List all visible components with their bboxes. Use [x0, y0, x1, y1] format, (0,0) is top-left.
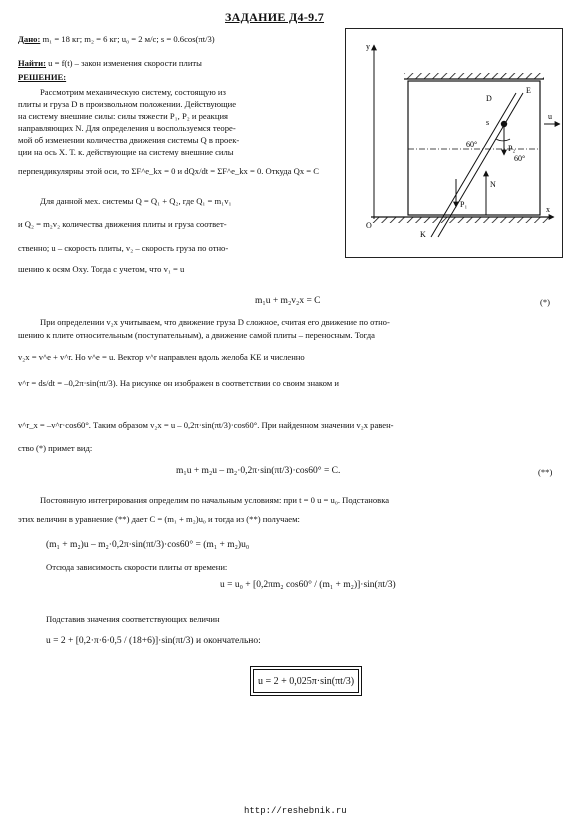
angle-label-2: 60° — [514, 154, 526, 163]
label-d: D — [486, 94, 492, 103]
x-axis-label: x — [546, 205, 550, 214]
find-text: u = f(t) – закон изменения скорости плиты — [48, 58, 202, 68]
equation-3: (m₁ + m₂)u – m₂·0,2π·sin(πt/3)·cos60° = (m₁ + m₂)u₀ — [46, 540, 250, 550]
equation-2-number: (**) — [538, 467, 553, 477]
angle-label-1: 60° — [466, 140, 478, 149]
top-hatch — [404, 73, 544, 79]
p2-line: шению к осям Oxy. Тогда с учетом, что v₁ = u — [18, 264, 185, 274]
p3-line: При определении v₂x учитываем, что движение груза D сложное, считая его движение по отно- — [40, 317, 390, 327]
find-label: Найти: — [18, 58, 46, 68]
equation-4: u = u₀ + [0,2πm₂ cos60° / (m₁ + m₂)]·sin(πt/3) — [220, 580, 396, 590]
answer-text: u = 2 + 0,025π·sin(πt/3) — [253, 669, 359, 693]
p3-line: ство (*) примет вид: — [18, 443, 93, 453]
p1-line: на систему внешние силы: силы тяжести P₁, P₂ и реакция — [18, 111, 228, 121]
p3-line: v^r = ds/dt = –0,2π·sin(πt/3). На рисунке он изображен в соответствии со своим знаком и — [18, 378, 339, 388]
label-n: N — [490, 180, 496, 189]
speed-line: Отсюда зависимость скорости плиты от времени: — [46, 562, 228, 572]
p1-line: перпендикулярны этой оси, то ΣF^e_kx = 0 и dQx/dt = ΣF^e_kx = 0. Откуда Qx = C — [18, 166, 320, 176]
p4-line: Постоянную интегрирования определим по начальным условиям: при t = 0 u = u₀. Подстановка — [40, 495, 390, 505]
equation-1: m₁u + m₂v₂x = C — [255, 296, 321, 306]
mechanism-figure — [345, 28, 563, 258]
subst-line: Подставив значения соответствующих величин — [46, 614, 220, 624]
equation-1-number: (*) — [540, 297, 551, 307]
given-line — [18, 34, 215, 45]
p2-line: и Q₂ = m₂v₂ количества движения плиты и груза соответ- — [18, 219, 227, 229]
origin-label: O — [366, 221, 372, 230]
label-p2: P₂ — [508, 144, 516, 153]
p1-line: плиты и груза D в произвольном положении. Действующие — [18, 99, 237, 109]
p4-line: этих величин в уравнение (**) дает C = (m₁ + m₂)u₀ и тогда из (**) получаем: — [18, 514, 300, 524]
label-u: u — [548, 112, 552, 121]
given-text: m₁ = 18 кг; m₂ = 6 кг; u₀ = 2 м/с; s = 0.6cos(πt/3) — [42, 34, 215, 44]
p1-line: мой об изменении количества движения системы Q в проек- — [18, 135, 240, 145]
p1-line: ции на ось X. Т. к. действующие на систему внешние силы — [18, 147, 234, 157]
solution-label: РЕШЕНИЕ: — [18, 72, 67, 82]
label-p1: P₁ — [460, 200, 468, 209]
figure-drawing — [346, 29, 564, 259]
p2-line: ственно; u – скорость плиты, v₂ – скорость груза по отно- — [18, 243, 229, 253]
p2-line: Для данной мех. системы Q = Q₁ + Q₂, где Q₁ = m₁v₁ — [40, 196, 232, 206]
equation-5 — [46, 636, 261, 646]
angle-arc-1 — [496, 139, 510, 141]
y-axis-label: y — [366, 42, 370, 51]
footer-url: http://reshebnik.ru — [244, 806, 347, 816]
ground-hatch — [371, 217, 549, 223]
page-title: ЗАДАНИЕ Д4-9.7 — [225, 10, 325, 24]
find-line — [18, 58, 202, 69]
p1-line: направляющих N. Для определения u воспользуемся теоре- — [18, 123, 236, 133]
label-k: K — [420, 230, 426, 239]
equation-5-lead: u = 2 + [0,2·π·6·0,5 / (18+6)]·sin(πt/3) — [46, 636, 194, 646]
p3-line: v₂x = v^е + v^r. Но v^е = u. Вектор v^r направлен вдоль желоба KE и численно — [18, 352, 305, 362]
p3-line: v^r_x = –v^r·cos60°. Таким образом v₂x = u – 0,2π·sin(πt/3)·cos60°. При найденном значении v₂x равен- — [18, 420, 394, 430]
label-e: E — [526, 86, 531, 95]
label-s: s — [486, 118, 490, 127]
answer-box — [250, 666, 362, 696]
p3-line: шению к плите относительным (поступательным), а движение самой плиты – переносным. Тогда — [18, 330, 375, 340]
p1-line: Рассмотрим механическую систему, состоящую из — [40, 87, 226, 97]
equation-2: m₁u + m₂u – m₂·0,2π·sin(πt/3)·cos60° = C. — [176, 466, 341, 476]
given-label: Дано: — [18, 34, 41, 44]
equation-5-tail: и окончательно: — [195, 636, 261, 646]
